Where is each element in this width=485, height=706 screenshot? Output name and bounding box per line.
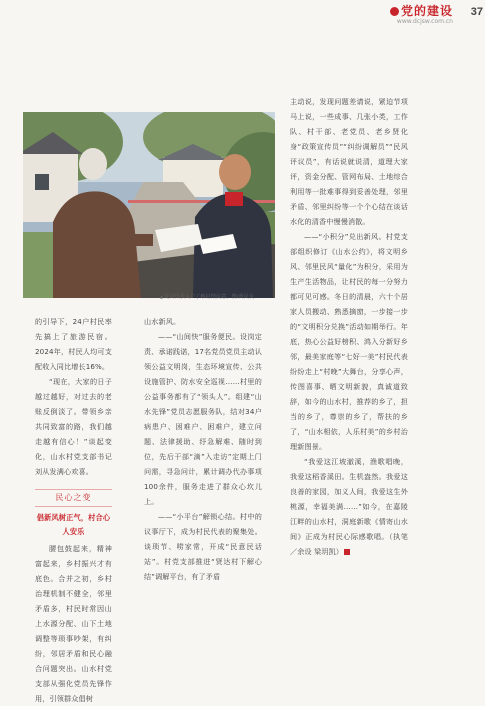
paragraph: “现在，大家的日子越过越好，对过去的老账反倒淡了。带领乡亲共同致富的路，我们越走越有信心！”谈起变化，山水村党支部书记刘从发满心欢喜。 <box>35 377 112 476</box>
site-url: www.dcjsw.com.cn <box>396 18 453 25</box>
logo-mark-icon <box>390 7 399 16</box>
end-mark-icon <box>344 549 350 555</box>
article-photo <box>23 112 275 298</box>
closing-text: “我爱这江坡澈溪，渔歌唱晚，我爱这稻香溪田。生机盎然。我爱这良善的家园，加义人间，我爱这生外桃源，幸福美满……”如今，在嘉陵江畔的山水村，洞庭新歌《情寄山水间》正成为村民心际感歌唱。（执笔／余设 梁玥凯） <box>290 457 408 556</box>
magazine-logo <box>390 2 453 19</box>
paragraph: 的引导下，24户村民率先搞上了旅游民宿。2024年，村民人均可支配收入同比增长16%。 <box>35 317 112 371</box>
paragraph: 腰包鼓起来，精神富起来，乡村振兴才有底色。合并之初，乡村治理机制不健全，邻里矛盾多，村民时常因山上水源分配、山下土地调整等琐事吵架，有纠纷，邻居矛盾和民心融合问题突出。山水村党支部从强化党员先锋作用，引领群众倡树 <box>35 544 112 703</box>
section-subtitle: 倡新风树正气，村合心人安乐 <box>36 513 111 536</box>
paragraph: ——“小平台”解锁心结。村中的议事厅下，成为村民代表的聚集处。谈琐节、唠家常，开成“民意民话站”。村党支部推进“贤达村下解心结”调解平台，有了矛盾 <box>144 512 262 581</box>
page-number: 37 <box>470 6 483 18</box>
photo-caption: ▲ 党员代表入户了解村情民意。图/黄民友 <box>160 293 280 300</box>
paragraph <box>290 454 408 559</box>
text-column-3 <box>290 94 408 559</box>
text-column-1 <box>35 314 112 706</box>
paragraph: ——“山间快”服务便民。设岗定责、承诺践诺，17名党员党员主动认领公益文明岗，生态环境宣传、公共设施管护、防水安全巡视……村里的公益事务都有了“领头人”。组建“山水先锋”党员志愿服务队，结对34户病患户、困难户、困难户，建立问题、法律援助、纾急解难、随时到位，先后干部“滴”入走访”定期上门问需，寻急问计，累计调办代办事项100余件，服务走进了群众心坎儿上。 <box>144 332 262 506</box>
paragraph: 主动说，发现问题差请说，紧迫节项马上说，一些成事、几张小类，工作队、村干部、老党员、老乡贤化身“政策宣传员”“纠纷调解员”“民风评议员”，有话说就说清，道理大家评，资金分配、管网布局、土地综合利用等一批难事得到妥善处理，邻里矛盾、邻里纠纷等一个个心结在谈话水化的清香中慢慢消散。 <box>290 97 408 226</box>
text-column-2 <box>144 314 262 584</box>
logo-text: 党的建设 <box>400 4 453 18</box>
paragraph: ——“小积分”兑出新风。村党支部组织修订《山水公约》，将文明乡风、邻里民风“量化”为积分，采用为生产生活物品，让村民的每一分努力都可见可感。冬日的清晨，六十个居家人员搬动、熟悉摘窗，一步接一步的“文明积分兑换”活动如期举行。年底，热心公益好榜积、鸿入分新好乡邻，最美家庭等“七好一美”村民代表纷纷走上“村晚”大舞台，分享心声，传图喜事、晒文明新貌，真诚道致辞，如今的山水村，推荐的乡了，担当的乡了，尊崇的乡了，帮扶的乡了，“山水相依，人乐村美”的乡村治理新图景。 <box>290 232 408 451</box>
paragraph: 山水新风。 <box>144 317 181 326</box>
section-title: 民心之变 <box>35 489 112 507</box>
photo-scene <box>23 112 275 298</box>
